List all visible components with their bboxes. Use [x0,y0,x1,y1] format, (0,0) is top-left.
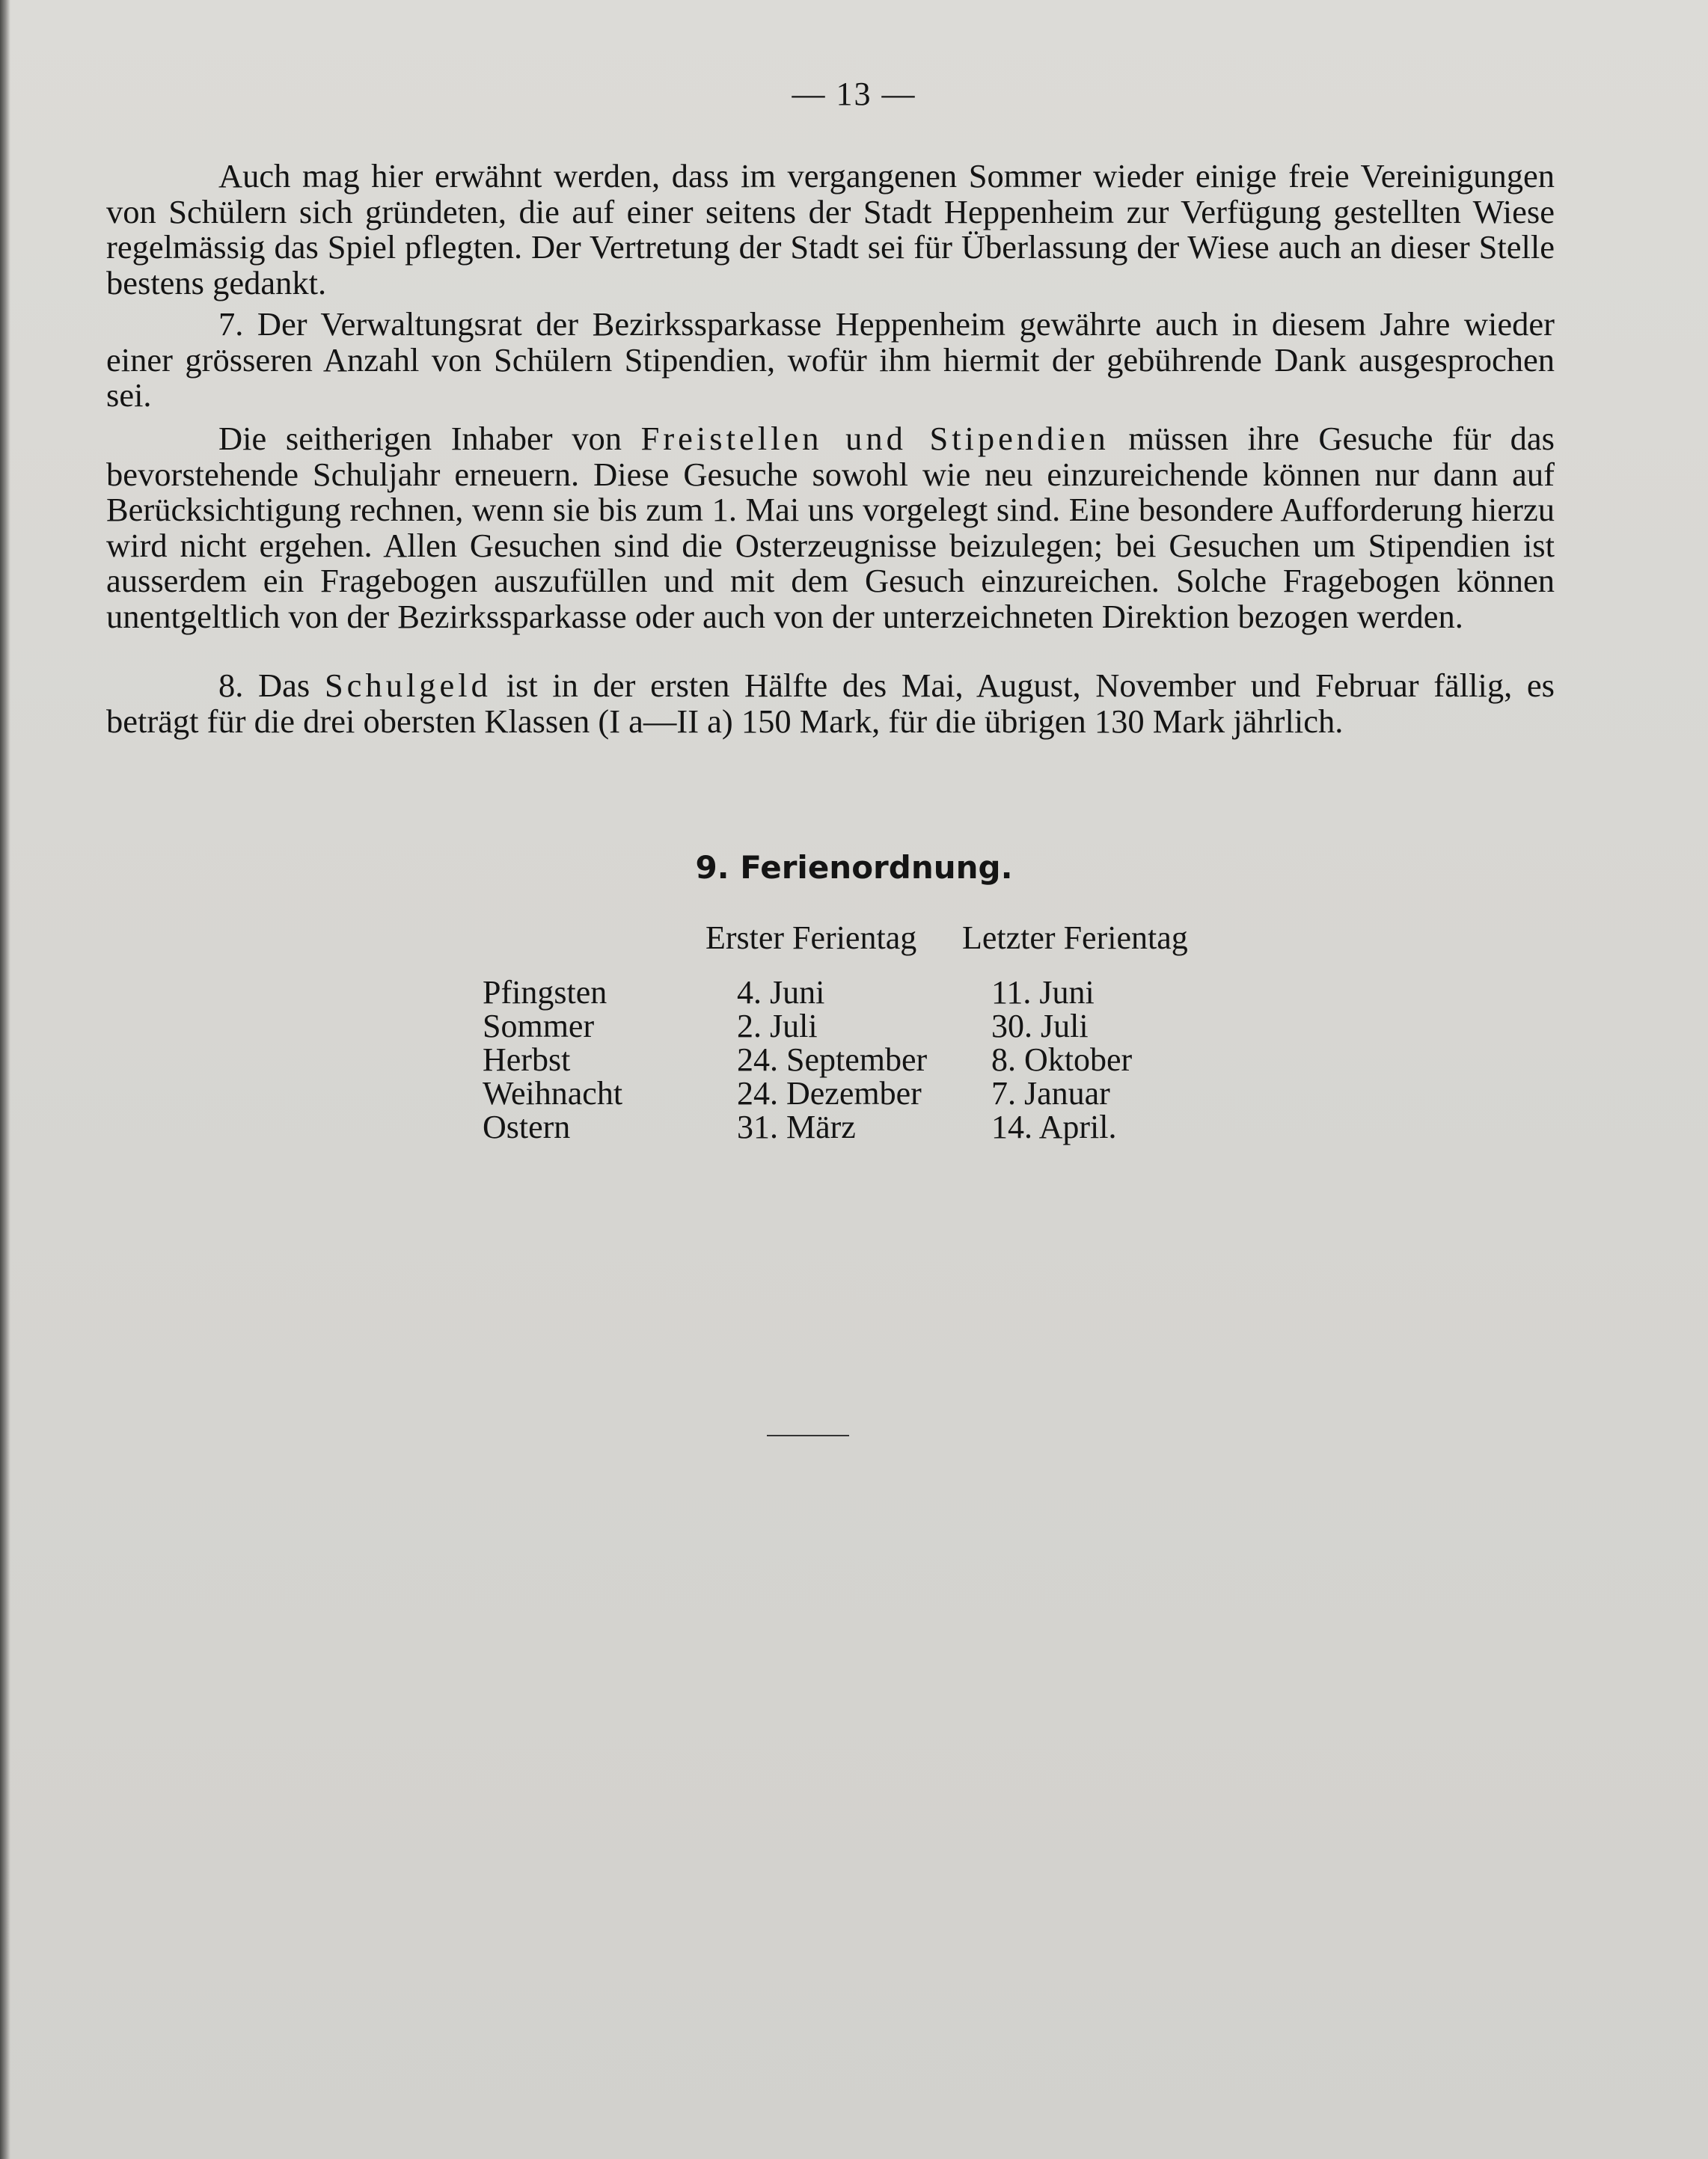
last-day: 14. April. [991,1109,1117,1145]
last-day: 30. Juli [991,1008,1089,1044]
paragraph-1-text: Auch mag hier erwähnt werden, dass im vergangenen Sommer wieder einige freie Vereinigungen von Schülern sich gründeten, die auf einer seitens der Stadt Heppenheim zur Verfügung gestellten Wiese regelmässig das Spiel pflegten. Der Vertretung der Stadt sei für Überlassung der Wiese auch an dieser Stelle bestens gedankt. [106,157,1555,301]
page-number: — 13 — [792,76,916,112]
paragraph-3-after: müssen ihre Gesuche für das bevorstehende Schuljahr erneuern. Diese Gesuche sowohl wie neu einzureichende können nur dann auf Berücksichtigung rechnen, wenn sie bis zum 1. Mai uns vorgelegt sind. Eine besondere Aufforderung hierzu wird nicht ergehen. Allen Gesuchen sind die Osterzeugnisse beizulegen; bei Gesuchen um Stipendien ist ausserdem ein Fragebogen auszufüllen und mit dem Gesuch einzureichen. Solche Fragebogen können unentgeltlich von der Bezirkssparkasse oder auch von der unterzeichneten Direktion bezogen werden. [106,420,1555,635]
paragraph-2 [106,307,1555,414]
closing-rule [767,1435,849,1436]
paragraph-4-before: 8. Das [218,667,310,704]
holiday-name: Herbst [483,1041,571,1078]
holiday-name: Sommer [483,1008,595,1044]
paragraph-3-spaced: Freistellen und Stipendien [640,420,1109,457]
section-title: 9. Ferienordnung. [695,849,1013,886]
table-row [0,1007,1708,1044]
holiday-name: Pfingsten [483,974,607,1011]
paragraph-4-spaced: Schulgeld [324,667,492,704]
paragraph-3-text [106,421,1555,634]
table-row [0,973,1708,1011]
column-header-last-day: Letzter Ferientag [962,919,1188,956]
first-day: 2. Juli [737,1008,818,1044]
table-row [0,1074,1708,1112]
column-header-first-day: Erster Ferientag [705,919,917,956]
last-day: 11. Juni [991,974,1095,1011]
paragraph-1 [106,159,1555,301]
paragraph-4-text [106,668,1555,739]
first-day: 24. September [737,1041,928,1078]
last-day: 8. Oktober [991,1041,1133,1078]
first-day: 31. März [737,1109,856,1145]
holiday-name: Ostern [483,1109,571,1145]
paragraph-4-after: ist in der ersten Hälfte des Mai, August, November und Februar fällig, es beträgt für die drei obersten Klassen (I a—II a) 150 Mark, für die übrigen 130 Mark jährlich. [106,667,1555,740]
paragraph-4 [106,668,1555,739]
last-day: 7. Januar [991,1075,1110,1112]
holiday-name: Weihnacht [483,1075,623,1112]
first-day: 24. Dezember [737,1075,922,1112]
table-row [0,1108,1708,1145]
paragraph-3-before: Die seitherigen Inhaber von [218,420,622,457]
paragraph-3 [106,421,1555,634]
table-row [0,1041,1708,1078]
first-day: 4. Juni [737,974,825,1011]
paragraph-2-text: 7. Der Verwaltungsrat der Bezirkssparkasse Heppenheim gewährte auch in diesem Jahre wieder einer grösseren Anzahl von Schülern Stipendien, wofür ihm hiermit der gebührende Dank ausgesprochen sei. [106,305,1555,414]
